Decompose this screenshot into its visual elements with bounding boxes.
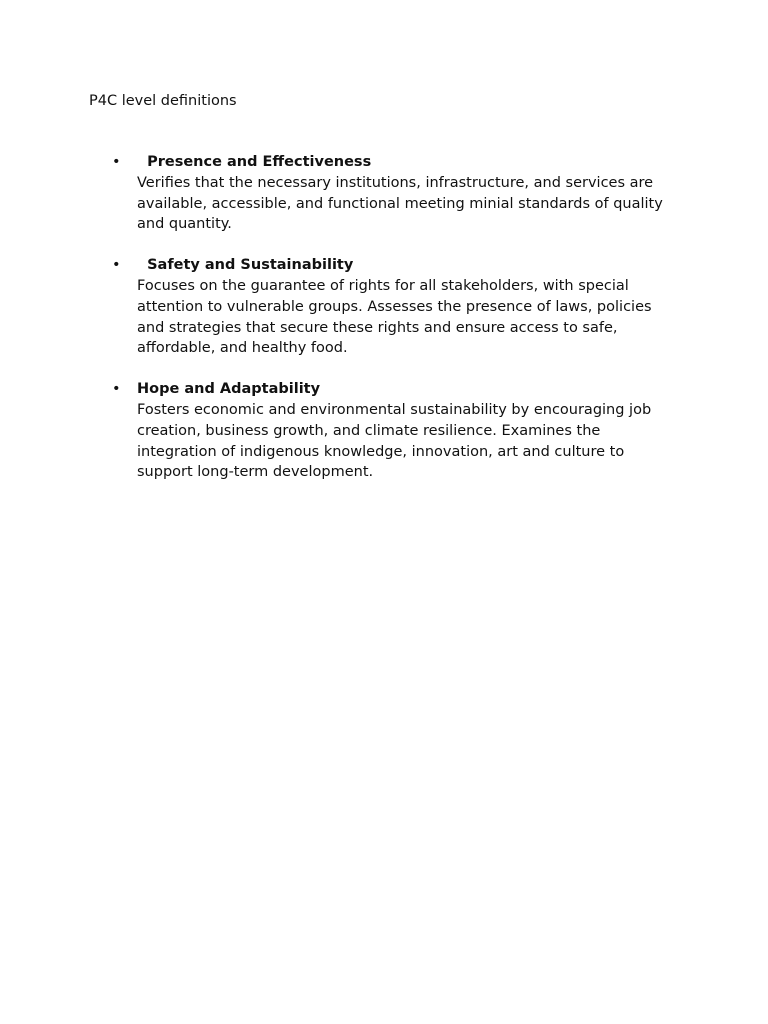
definition-heading: Hope and Adaptability xyxy=(137,381,321,398)
definition-body: Fosters economic and environmental sustainability by encouraging job creation, business growth, and climate resilience. Examines the integration of indigenous knowledge, innovation, art and culture to support long-term development. xyxy=(137,401,652,481)
definition-list xyxy=(0,152,768,503)
definition-body: Verifies that the necessary institutions, infrastructure, and services are available, accessible, and functional meeting minial standards of quality and quantity. xyxy=(137,174,663,233)
definition-heading: Presence and Effectiveness xyxy=(137,154,372,170)
bullet-icon: • xyxy=(112,154,121,170)
definition-item-safety xyxy=(0,255,768,359)
bullet-icon: • xyxy=(112,257,121,274)
bullet-icon: • xyxy=(112,381,121,398)
document-title: P4C level definitions xyxy=(89,93,237,109)
definition-heading: Safety and Sustainability xyxy=(137,257,354,274)
definition-body: Focuses on the guarantee of rights for all stakeholders, with special attention to vulnerable groups. Assesses the presence of laws, policies and strategies that secure these rights and ensure access to safe, affordable, and healthy food. xyxy=(137,277,652,357)
definition-item-presence xyxy=(0,152,768,235)
definition-item-hope xyxy=(0,379,768,483)
